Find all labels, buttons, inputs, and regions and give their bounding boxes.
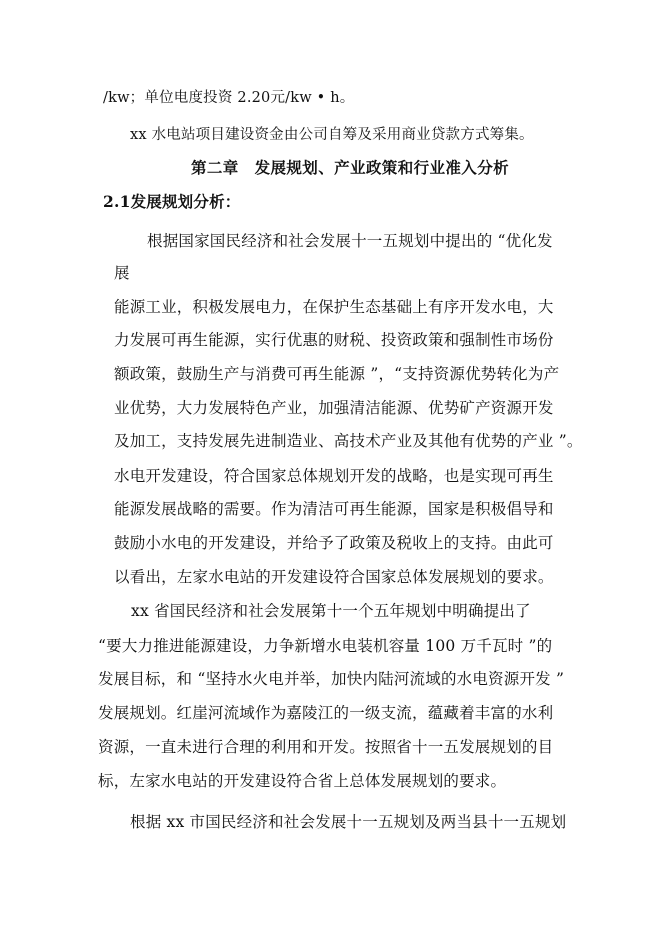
- paragraph-2-line-4: 发展规划。红崖河流域作为嘉陵江的一级支流，蕴藏着丰富的水利: [98, 704, 554, 722]
- paragraph-2-line-5: 资源，一直未进行合理的利用和开发。按照省十一五发展规划的目: [98, 738, 554, 756]
- text-line-2: xx 水电站项目建设资金由公司自筹及采用商业贷款方式筹集。: [130, 127, 534, 143]
- paragraph-2-line-2: “要大力推进能源建设，力争新增水电装机容量 100 万千瓦时 ”的: [98, 637, 553, 655]
- paragraph-1-line-7: 及加工，支持发展先进制造业、高技术产业及其他有优势的产业 ”。: [114, 432, 583, 450]
- paragraph-1-line-3: 能源工业，积极发展电力，在保护生态基础上有序开发水电，大: [114, 298, 554, 316]
- paragraph-1-line-4: 力发展可再生能源，实行优惠的财税、投资政策和强制性市场份: [114, 331, 554, 349]
- section-heading: 2.1发展规划分析：: [103, 192, 241, 211]
- paragraph-1-line-9: 能源发展战略的需要。作为清洁可再生能源，国家是积极倡导和: [114, 500, 554, 518]
- paragraph-1-line-10: 鼓励小水电的开发建设，并给予了政策及税收上的支持。由此可: [114, 534, 554, 552]
- paragraph-1-line-6: 业优势，大力发展特色产业，加强清洁能源、优势矿产资源开发: [114, 399, 554, 417]
- paragraph-1-line-8: 水电开发建设，符合国家总体规划开发的战略，也是实现可再生: [114, 467, 554, 485]
- paragraph-3-line-1: 根据 xx 市国民经济和社会发展十一五规划及两当县十一五规划: [130, 813, 567, 831]
- paragraph-2-line-1: xx 省国民经济和社会发展第十一个五年规划中明确提出了: [131, 602, 531, 620]
- text-line-1: /kw；单位电度投资 2.20元/kw • h。: [103, 90, 355, 106]
- paragraph-1-line-5: 额政策，鼓励生产与消费可再生能源 ”，“支持资源优势转化为产: [114, 365, 560, 383]
- paragraph-1-line-2: 展: [114, 264, 130, 282]
- paragraph-1-line-1: 根据国家国民经济和社会发展十一五规划中提出的 “优化发: [147, 232, 553, 250]
- paragraph-2-line-6: 标，左家水电站的开发建设符合省上总体发展规划的要求。: [98, 772, 507, 790]
- chapter-heading: 第二章 发展规划、产业政策和行业准入分析: [191, 158, 510, 177]
- paragraph-1-line-11: 以看出，左家水电站的开发建设符合国家总体发展规划的要求。: [114, 568, 554, 586]
- paragraph-2-line-3: 发展目标，和 “坚持水火电并举，加快内陆河流域的水电资源开发 ”: [98, 670, 565, 688]
